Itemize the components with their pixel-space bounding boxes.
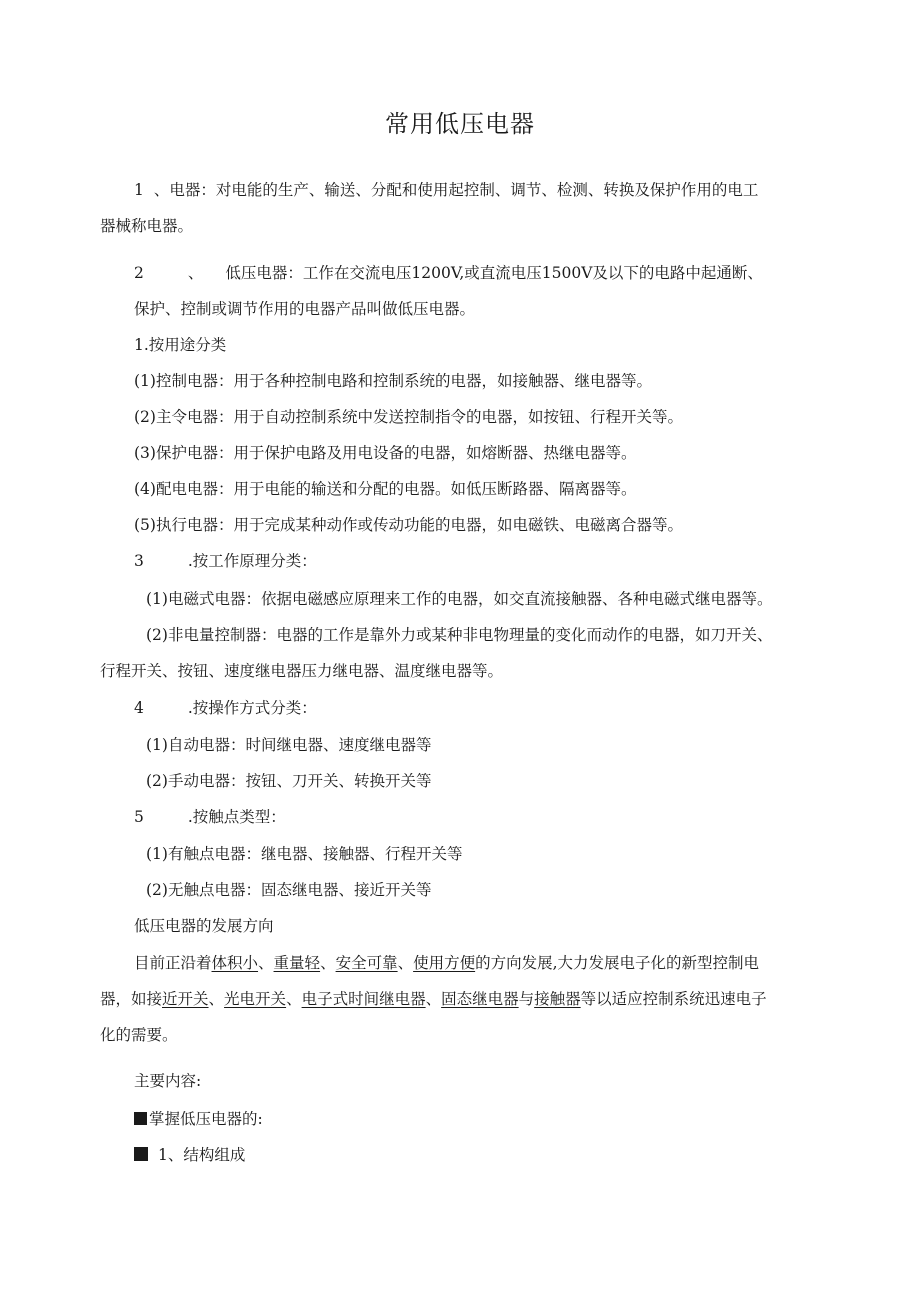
development-line1: [134, 945, 759, 981]
def2-text: 低压电器：工作在交流电压1200V,或直流电压1500V及以下的电路中起通断、: [225, 264, 763, 282]
separator: 、: [258, 954, 274, 972]
separator: 、: [397, 954, 414, 972]
structure-line: [134, 1137, 245, 1173]
development-text: 器，如接: [100, 990, 163, 1008]
keyword-photoelectric-switch: 光电开关: [224, 990, 287, 1008]
section3-heading-line: [134, 543, 317, 579]
section5-heading: .按触点类型：: [187, 808, 286, 826]
section4-item: (2)手动电器：按钮、刀开关、转换开关等: [146, 772, 432, 790]
development-text: 目前正沿着: [134, 954, 212, 972]
section3-number: 3: [134, 552, 144, 570]
section4-heading-line: [134, 690, 317, 726]
master-line: [134, 1101, 263, 1137]
section1-item: (5)执行电器：用于完成某种动作或传动功能的电器，如电磁铁、电磁离合器等。: [134, 516, 683, 534]
section5-heading-line: [134, 799, 286, 835]
def2-separator: 、: [187, 264, 204, 282]
section1-item: (2)主令电器：用于自动控制系统中发送控制指令的电器，如按钮、行程开关等。: [134, 408, 683, 426]
section3-item: (1)电磁式电器：依据电磁感应原理来工作的电器，如交直流接触器、各种电磁式继电器等。: [146, 590, 773, 608]
development-text: 等以适应控制系统迅速电子: [580, 990, 767, 1008]
section1-item: (4)配电电器：用于电能的输送和分配的电器。如低压断路器、隔离器等。: [134, 480, 637, 498]
def1-separator: 、: [153, 181, 170, 199]
keyword-proximity-switch: 近开关: [162, 990, 209, 1008]
section4-heading: .按操作方式分类：: [187, 699, 317, 717]
section3-item: (2)非电量控制器：电器的工作是靠外力或某种非电物理量的变化而动作的电器，如刀开关、: [146, 626, 773, 644]
master-text: 掌握低压电器的:: [149, 1110, 263, 1128]
structure-text: 1、结构组成: [158, 1146, 246, 1164]
separator: 与: [518, 990, 535, 1008]
section4-item: (1)自动电器：时间继电器、速度继电器等: [146, 736, 432, 754]
keyword-contactor: 接触器: [534, 990, 581, 1008]
section3-heading: .按工作原理分类：: [187, 552, 317, 570]
def2-line1: [134, 255, 763, 291]
section1-item: (3)保护电器：用于保护电路及用电设备的电器，如熔断器、热继电器等。: [134, 444, 637, 462]
separator: 、: [208, 990, 225, 1008]
def2-number: 2: [134, 264, 144, 282]
section1-item: (1)控制电器：用于各种控制电路和控制系统的电器，如接触器、继电器等。: [134, 372, 652, 390]
square-bullet-icon: [134, 1147, 148, 1161]
section5-item: (2)无触点电器：固态继电器、接近开关等: [146, 881, 432, 899]
separator: 、: [425, 990, 442, 1008]
main-content-heading: 主要内容:: [134, 1072, 202, 1090]
development-line2: [100, 981, 767, 1017]
keyword-light-weight: 重量轻: [273, 954, 321, 972]
development-line3: 化的需要。: [100, 1026, 178, 1044]
document-title: 常用低压电器: [385, 110, 535, 138]
section1-heading: 1.按用途分类: [134, 336, 227, 354]
keyword-small-size: 体积小: [211, 954, 259, 972]
keyword-solid-state-relay: 固态继电器: [441, 990, 519, 1008]
separator: 、: [286, 990, 302, 1008]
def1-line1: [134, 172, 758, 208]
separator: 、: [320, 954, 336, 972]
def2-line2: 保护、控制或调节作用的电器产品叫做低压电器。: [134, 300, 476, 318]
keyword-easy-use: 使用方便: [413, 954, 476, 972]
def1-number: 1: [134, 181, 144, 199]
keyword-electronic-time-relay: 电子式时间继电器: [301, 990, 426, 1008]
development-heading: 低压电器的发展方向: [134, 917, 274, 935]
development-text: 的方向发展,大力发展电子化的新型控制电: [475, 954, 760, 972]
section5-number: 5: [134, 808, 144, 826]
section3-item-continued: 行程开关、按钮、速度继电器压力继电器、温度继电器等。: [100, 662, 504, 680]
def1-text: 电器：对电能的生产、输送、分配和使用起控制、调节、检测、转换及保护作用的电工: [169, 181, 759, 199]
keyword-safe-reliable: 安全可靠: [335, 954, 398, 972]
def1-line2: 器械称电器。: [100, 217, 194, 235]
section4-number: 4: [134, 699, 144, 717]
square-bullet-icon: [134, 1112, 147, 1125]
section5-item: (1)有触点电器：继电器、接触器、行程开关等: [146, 845, 463, 863]
